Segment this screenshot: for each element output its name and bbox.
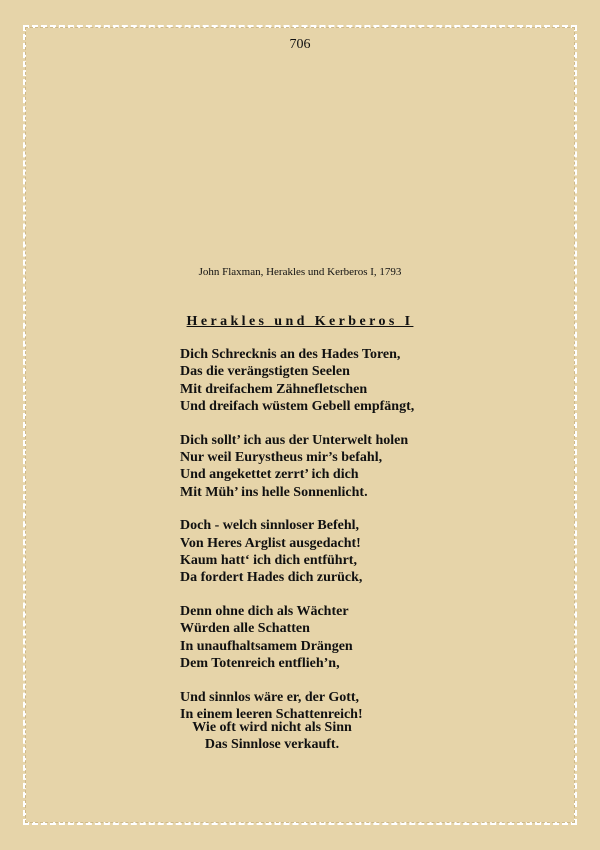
image-caption: John Flaxman, Herakles und Kerberos I, 1793 [198,266,402,278]
poem-line: Und sinnlos wäre er, der Gott, [180,689,360,705]
poem-line: In unaufhaltsamem Drängen [180,638,353,654]
poem-line: Kaum hatt‘ ich dich entführt, [180,553,357,569]
poem-line: Dem Totenreich entflieh’n, [180,656,340,672]
stanza-2 [180,432,440,502]
poem-line: Doch - welch sinnloser Befehl, [180,518,360,534]
closing-couplet [0,719,544,754]
poem-line: Würden alle Schatten [180,621,310,637]
stanza-4 [180,603,440,673]
poem-line: Von Heres Arglist ausgedacht! [180,535,361,551]
poem-line: Nur weil Eurystheus mir’s befahl, [180,450,383,466]
poem-line: Da fordert Hades dich zurück, [180,570,363,586]
poem-line: In einem leeren Schattenreich! [180,706,363,722]
closing-line: Wie oft wird nicht als Sinn [192,720,352,735]
poem-body [180,346,440,739]
poem-line: Dich Schrecknis an des Hades Toren, [180,347,401,362]
poem-line: Mit Müh’ ins helle Sonnenlicht. [180,484,368,500]
poem-line: Und dreifach wüstem Gebell empfängt, [180,399,415,415]
poem-title: Herakles und Kerberos I [186,314,414,329]
stanza-1 [180,346,440,416]
poem-line: Mit dreifachem Zähnefletschen [180,381,368,397]
page-number: 706 [289,37,311,52]
closing-line: Das Sinnlose verkauft. [204,737,340,753]
poem-line: Denn ohne dich als Wächter [180,603,349,619]
poem-line: Und angekettet zerrt’ ich dich [180,467,359,483]
stanza-3 [180,517,440,587]
poem-line: Dich sollt’ ich aus der Unterwelt holen [180,432,409,448]
poem-line: Das die verängstigten Seelen [180,364,350,380]
